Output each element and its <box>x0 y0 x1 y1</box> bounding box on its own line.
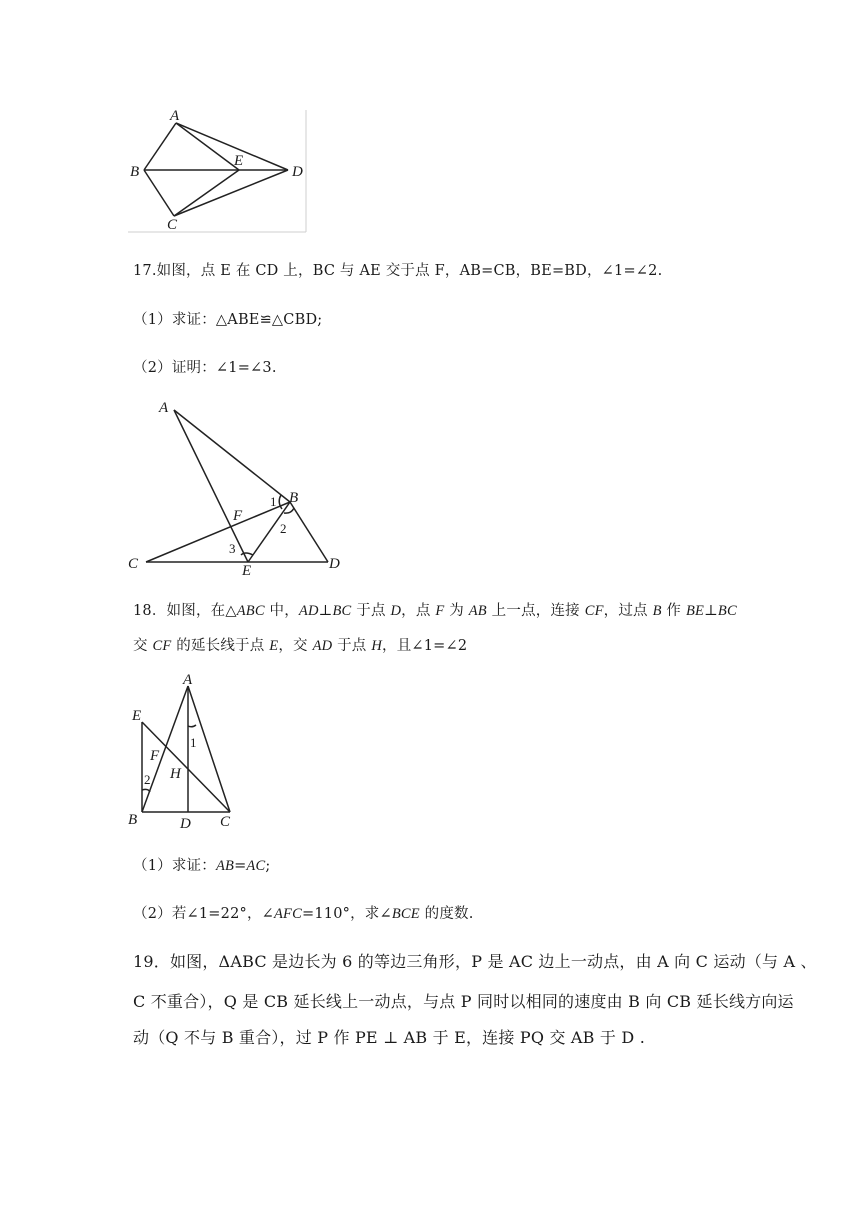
fig16-label-e: E <box>234 153 244 169</box>
q18-line2: 交 CF 的延长线于点 E，交 AD 于点 H，且∠1=∠2 <box>133 638 468 654</box>
fig17-label-a: A <box>159 400 169 416</box>
q18-line1: 18．如图，在△ABC 中，AD⊥BC 于点 D，点 F 为 AB 上一点，连接 CF，过点 B 作 BE⊥BC <box>133 603 737 619</box>
fig18-angle-1: 1 <box>190 735 197 750</box>
figure-17 <box>126 398 348 576</box>
fig17-label-f: F <box>233 508 243 524</box>
q17-stem: 17.如图，点 E 在 CD 上，BC 与 AE 交于点 F，AB=CB，BE=BD，∠1=∠2. <box>133 263 663 279</box>
q19-line1: 19．如图，ΔABC 是边长为 6 的等边三角形，P 是 AC 边上一动点，由 A 向 C 运动（与 A 、 <box>133 952 817 971</box>
fig17-angle-3: 3 <box>229 541 236 556</box>
fig18-label-f: F <box>150 748 160 764</box>
q17-part1: （1）求证：△ABE≌△CBD; <box>133 312 323 328</box>
fig18-label-b: B <box>128 812 138 828</box>
fig18-label-d: D <box>180 816 191 832</box>
fig17-label-b: B <box>289 490 299 506</box>
q18-part2: （2）若∠1=22°，∠AFC=110°，求∠BCE 的度数. <box>133 906 474 922</box>
fig18-label-a: A <box>183 672 193 688</box>
q19-line3: 动（Q 不与 B 重合），过 P 作 PE ⊥ AB 于 E，连接 PQ 交 AB 于 D . <box>133 1028 646 1047</box>
fig16-label-b: B <box>130 164 140 180</box>
figure-18 <box>126 672 246 832</box>
fig18-label-e: E <box>132 708 142 724</box>
fig18-label-h: H <box>170 766 181 782</box>
fig17-label-d: D <box>329 556 340 572</box>
q19-line2: C 不重合），Q 是 CB 延长线上一动点，与点 P 同时以相同的速度由 B 向 CB 延长线方向运 <box>133 992 794 1011</box>
figure-16 <box>126 108 308 234</box>
fig16-label-d: D <box>292 164 303 180</box>
fig18-angle-2: 2 <box>144 772 151 787</box>
fig16-label-a: A <box>170 108 180 124</box>
fig16-label-c: C <box>167 217 178 233</box>
fig17-label-c: C <box>128 556 139 572</box>
fig17-angle-2: 2 <box>280 521 287 536</box>
q18-part1: （1）求证：AB=AC; <box>133 858 271 874</box>
fig18-label-c: C <box>220 814 231 830</box>
q17-part2: （2）证明：∠1=∠3. <box>133 360 277 376</box>
fig17-label-e: E <box>242 563 252 576</box>
fig17-angle-1: 1 <box>270 494 277 509</box>
